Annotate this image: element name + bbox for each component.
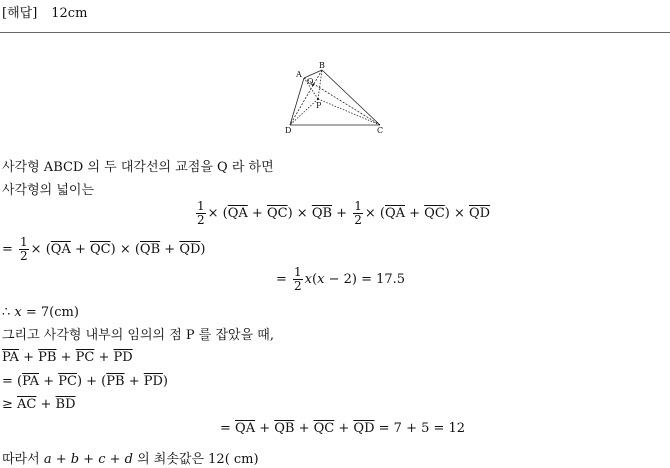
answer-header xyxy=(2,2,87,21)
inequality-diagonals: ≥ $\overline{AC} + \overline{BD}$ xyxy=(2,397,76,412)
solution-line-1: 사각형 ABCD 의 두 대각선의 교점을 Q 라 하면 xyxy=(2,160,274,175)
result-x: ∴ x = 7(cm) xyxy=(2,305,79,320)
answer-label: [해답] xyxy=(2,6,38,21)
label-c: C xyxy=(377,126,384,135)
final-answer-line: 따라서 a + b + c + d 의 최솟값은 12( cm) xyxy=(2,452,259,467)
diagonal-bd xyxy=(290,70,322,125)
label-a: A xyxy=(296,70,302,79)
label-b: B xyxy=(319,62,325,70)
fraction-half-3: $\frac{1}{2}$ xyxy=(20,235,28,263)
area-equation-3: = $\frac{1}{2}$ x(x − 2) = 17.5 xyxy=(276,265,406,293)
grouped-sum: = $(\overline{PA} + \overline{PC}) + (\overline{PB} + \overline{PD})$ xyxy=(2,374,168,389)
segment-pb xyxy=(318,70,322,99)
edge-da xyxy=(290,78,304,125)
solution-line-3: 그리고 사각형 내부의 임의의 점 P 를 잡았을 때, xyxy=(2,328,274,343)
diagonal-sum-equation: = $\overline{QA} + \overline{QB} + \overline{QC} + \overline{QD} = 7 + 5 = 12$ xyxy=(220,421,466,436)
label-p: P xyxy=(316,101,322,110)
label-q: Q xyxy=(307,77,314,86)
fraction-half-4: $\frac{1}{2}$ xyxy=(294,265,302,293)
edge-bc xyxy=(322,70,380,125)
label-d: D xyxy=(285,126,292,135)
sum-pa-pd: $\overline{PA} + \overline{PB} + \overline{PC} + \overline{PD}$ xyxy=(2,350,133,365)
solution-line-2: 사각형의 넓이는 xyxy=(2,183,95,198)
point-p-dot xyxy=(317,98,319,100)
header-divider xyxy=(0,32,670,33)
quadrilateral-figure xyxy=(280,62,390,138)
area-equation-2: = $\frac{1}{2}$ × $(\overline{QA} + \overline{QC}) \times (\overline{QB} + \overline{QD})$ xyxy=(2,235,206,263)
segment-pc xyxy=(318,99,380,125)
answer-value: 12cm xyxy=(51,6,88,21)
fraction-half-2: $\frac{1}{2}$ xyxy=(354,199,362,227)
area-equation: $\frac{1}{2}$ × $(\overline{QA} + \overline{QC}) \times \overline{QB}$ + $\frac{1}{2}$ × $(\overline{QA} + \overline{QC}) \times \overline{QD}$ xyxy=(197,199,491,227)
fraction-half: $\frac{1}{2}$ xyxy=(197,199,205,227)
